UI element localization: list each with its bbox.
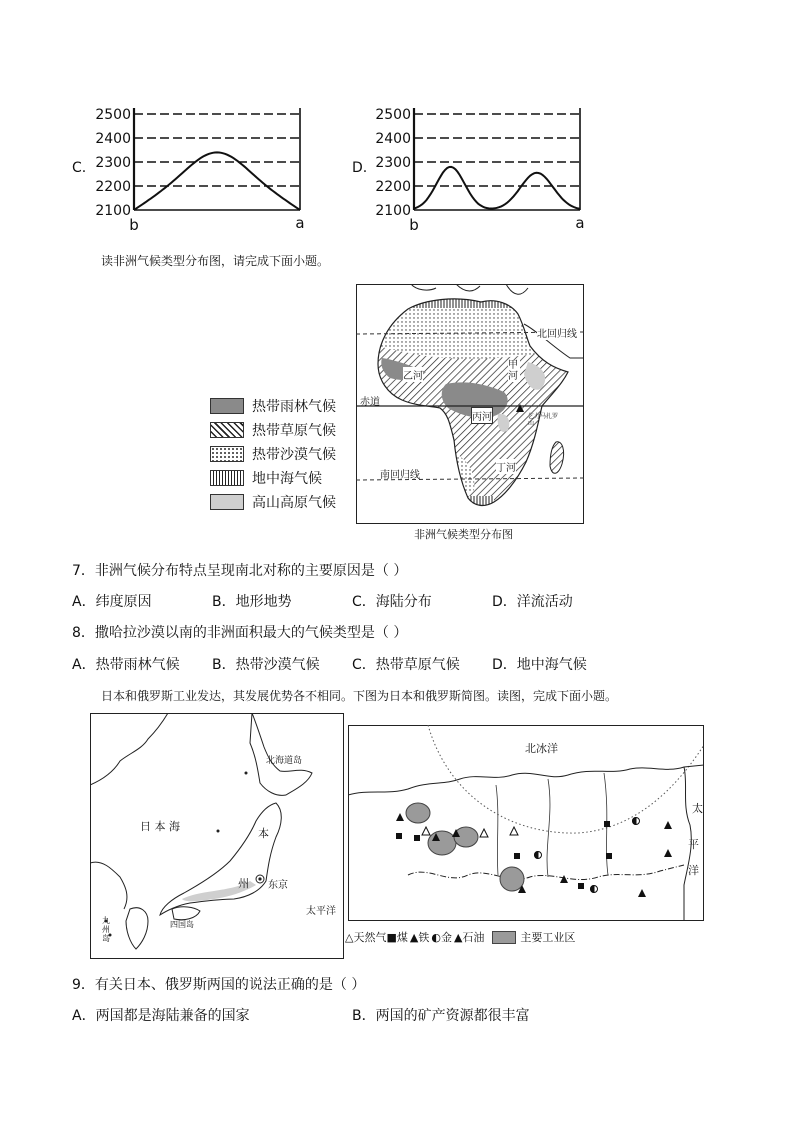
q7-stem: 7．非洲气候分布特点呈现南北对称的主要原因是（ ） xyxy=(72,563,408,579)
y-tick-label: 2400 xyxy=(375,131,411,147)
russia-legend xyxy=(345,929,575,945)
legend-label: 热带草原气候 xyxy=(252,423,336,439)
q7-option-d[interactable]: D．洋流活动 xyxy=(492,594,573,610)
elevation-profile-line xyxy=(414,167,580,209)
label-tokyo: 东京 xyxy=(268,880,288,891)
y-tick-label: 2500 xyxy=(375,107,411,123)
legend-label: 热带沙漠气候 xyxy=(252,447,336,463)
x-start-label: b xyxy=(409,216,419,234)
y-tick-label: 2300 xyxy=(95,155,131,171)
elevation-profile-line xyxy=(134,152,300,210)
legend-industrial-swatch xyxy=(492,931,516,944)
label-river-ding: 丁河 xyxy=(496,459,516,474)
legend-row-mediterranean xyxy=(210,466,336,490)
y-tick-label: 2100 xyxy=(375,203,411,219)
y-tick-label: 2400 xyxy=(95,131,131,147)
y-tick-label: 2200 xyxy=(375,179,411,195)
label-kyushu: 九州岛 xyxy=(102,916,110,943)
legend-label: 高山高原气候 xyxy=(252,495,336,511)
label-hokkaido: 北海道岛 xyxy=(266,756,303,766)
label-tropic-north: 北回归线 xyxy=(537,325,577,340)
x-end-label: a xyxy=(575,214,585,232)
legend-coal: ■煤 xyxy=(386,931,408,944)
legend-row-highland xyxy=(210,490,336,514)
legend-label: 地中海气候 xyxy=(252,471,322,487)
q8-option-c[interactable]: C．热带草原气候 xyxy=(352,657,460,673)
japan-russia-intro: 日本和俄罗斯工业发达，其发展优势各不相同。下图为日本和俄罗斯简图。读图，完成下面小题。 xyxy=(101,689,618,703)
option-d-label: D. xyxy=(352,160,368,176)
label-pacific-2: 平 xyxy=(688,838,699,851)
label-honshu-2: 州 xyxy=(238,877,249,890)
x-end-label: a xyxy=(295,214,305,232)
label-river-yi: 乙河 xyxy=(403,367,423,382)
legend-gas: △天然气 xyxy=(345,931,387,944)
legend-gold: ◐金 xyxy=(431,931,452,944)
label-equator: 赤道 xyxy=(360,397,380,408)
legend-swatch-savanna xyxy=(210,422,244,438)
legend-row-savanna xyxy=(210,418,336,442)
q7-option-b[interactable]: B．地形地势 xyxy=(212,594,292,610)
q9-option-a[interactable]: A．两国都是海陆兼备的国家 xyxy=(72,1008,250,1024)
label-kilimanjaro: 乞力马扎罗山 xyxy=(528,413,559,427)
legend-swatch-rainforest xyxy=(210,398,244,414)
legend-row-desert xyxy=(210,442,336,466)
label-river-bing: 丙河 xyxy=(471,407,493,424)
label-honshu-1: 本 xyxy=(258,827,269,840)
elevation-chart-c xyxy=(90,100,310,235)
japan-map xyxy=(90,713,344,959)
africa-legend xyxy=(210,394,336,514)
y-tick-label: 2500 xyxy=(95,107,131,123)
legend-swatch-highland xyxy=(210,494,244,510)
q9-stem: 9．有关日本、俄罗斯两国的说法正确的是（ ） xyxy=(72,977,366,993)
legend-swatch-desert xyxy=(210,446,244,462)
legend-row-rainforest xyxy=(210,394,336,418)
label-tropic-south: 南回归线 xyxy=(380,470,420,481)
q7-option-a[interactable]: A．纬度原因 xyxy=(72,594,152,610)
y-tick-label: 2300 xyxy=(375,155,411,171)
label-shikoku: 四国岛 xyxy=(170,920,194,929)
label-pacific: 太平洋 xyxy=(306,906,336,917)
africa-intro: 读非洲气候类型分布图，请完成下面小题。 xyxy=(101,254,330,268)
q8-stem: 8．撒哈拉沙漠以南的非洲面积最大的气候类型是（ ） xyxy=(72,625,408,641)
label-river-jia: 甲河 xyxy=(508,360,518,382)
label-japan-sea: 日 本 海 xyxy=(140,820,180,833)
y-tick-label: 2200 xyxy=(95,179,131,195)
label-pacific-1: 太 xyxy=(692,802,703,815)
label-arctic-ocean: 北冰洋 xyxy=(525,742,558,755)
q8-option-b[interactable]: B．热带沙漠气候 xyxy=(212,657,320,673)
q7-option-c[interactable]: C．海陆分布 xyxy=(352,594,432,610)
legend-label: 热带雨林气候 xyxy=(252,399,336,415)
africa-map-caption: 非洲气候类型分布图 xyxy=(414,528,513,541)
africa-climate-map xyxy=(356,284,584,524)
legend-oil: ▲石油 xyxy=(453,931,485,944)
q9-option-b[interactable]: B．两国的矿产资源都很丰富 xyxy=(352,1008,530,1024)
x-start-label: b xyxy=(129,216,139,234)
legend-industrial: 主要工业区 xyxy=(520,931,576,944)
legend-swatch-mediterranean xyxy=(210,470,244,486)
option-c-label: C. xyxy=(72,160,87,176)
y-tick-label: 2100 xyxy=(95,203,131,219)
elevation-chart-d xyxy=(370,100,590,235)
legend-iron: ▲铁 xyxy=(409,931,430,944)
q8-option-d[interactable]: D．地中海气候 xyxy=(492,657,587,673)
q8-option-a[interactable]: A．热带雨林气候 xyxy=(72,657,180,673)
label-pacific-3: 洋 xyxy=(688,864,699,877)
